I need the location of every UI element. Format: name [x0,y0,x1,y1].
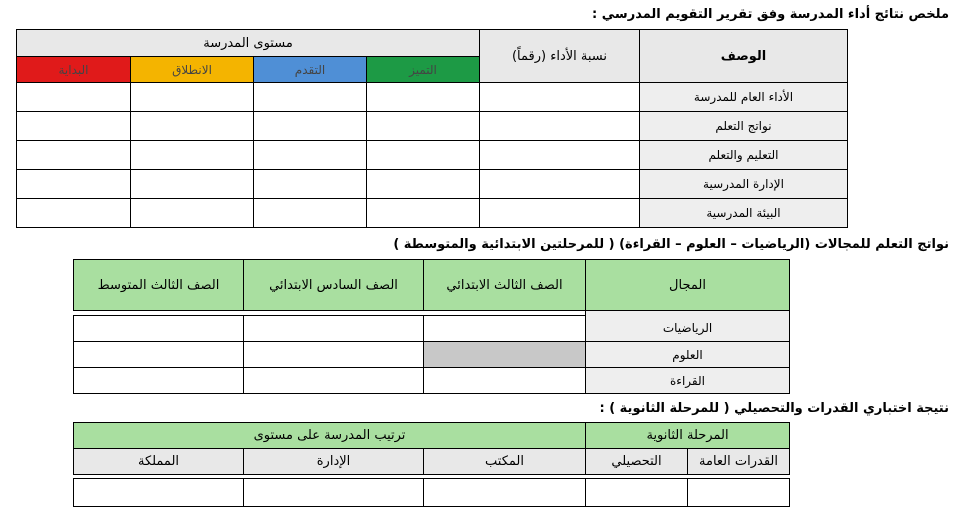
general-aptitude-header: القدرات العامة [688,449,790,475]
domain-header: المجال [586,260,790,311]
row-label: العلوم [586,342,790,368]
result-cell[interactable] [424,479,586,507]
performance-cell[interactable] [480,199,640,228]
performance-cell[interactable] [480,112,640,141]
grade3-intermediate-header: الصف الثالث المتوسط [74,260,244,311]
table-row [17,141,848,170]
administration-header: الإدارة [244,449,424,475]
level-cell[interactable] [367,141,480,170]
level-cell[interactable] [17,199,131,228]
table-row [74,342,790,368]
level-cell[interactable] [131,112,254,141]
result-cell[interactable] [244,479,424,507]
section1-title: ملخص نتائج أداء المدرسة وفق تقرير التقويم المدرسي : [592,7,949,22]
grade-cell[interactable] [424,316,586,342]
grade-cell[interactable] [74,342,244,368]
level-cell[interactable] [17,141,131,170]
grade-cell[interactable] [74,316,244,342]
row-label: الرياضيات [586,316,790,342]
school-level-header: مستوى المدرسة [17,30,480,57]
level-cell[interactable] [254,112,367,141]
section3-title: نتيجة اختباري القدرات والتحصيلي ( للمرحلة الثانوية ) : [599,401,949,416]
grade-cell[interactable] [244,368,424,394]
result-cell[interactable] [688,479,790,507]
level-excellence: التميز [367,57,480,83]
grade-cell[interactable] [424,368,586,394]
table-row [17,199,848,228]
performance-cell[interactable] [480,83,640,112]
level-cell[interactable] [367,112,480,141]
level-cell[interactable] [254,141,367,170]
grade-cell-disabled [424,342,586,368]
performance-header: نسبة الأداء (رقماً) [480,30,640,83]
level-cell[interactable] [17,170,131,199]
table-row [17,112,848,141]
table-row [17,170,848,199]
grade6-primary-header: الصف السادس الابتدائي [244,260,424,311]
level-cell[interactable] [367,83,480,112]
grade-cell[interactable] [244,342,424,368]
result-cell[interactable] [586,479,688,507]
level-cell[interactable] [131,199,254,228]
table-row [74,368,790,394]
table-row [74,316,790,342]
row-label: التعليم والتعلم [640,141,848,170]
row-label: الإدارة المدرسية [640,170,848,199]
level-cell[interactable] [17,83,131,112]
table-row [17,83,848,112]
level-cell[interactable] [131,83,254,112]
school-ranking-header: ترتيب المدرسة على مستوى [74,423,586,449]
grade3-primary-header: الصف الثالث الابتدائي [424,260,586,311]
grade-cell[interactable] [74,368,244,394]
row-label: الأداء العام للمدرسة [640,83,848,112]
level-cell[interactable] [254,199,367,228]
level-beginning: البداية [17,57,131,83]
level-cell[interactable] [17,112,131,141]
level-cell[interactable] [254,83,367,112]
level-cell[interactable] [131,170,254,199]
achievement-header: التحصيلي [586,449,688,475]
row-label: نواتج التعلم [640,112,848,141]
school-performance-table [16,29,848,228]
office-header: المكتب [424,449,586,475]
level-cell[interactable] [254,170,367,199]
aptitude-achievement-table [73,422,790,507]
level-cell[interactable] [367,199,480,228]
level-cell[interactable] [367,170,480,199]
grade-cell[interactable] [244,316,424,342]
level-launch: الانطلاق [131,57,254,83]
section2-title: نواتج التعلم للمجالات (الرياضيات – العلوم – القراءة) ( للمرحلتين الابتدائية والمتوسطة ) [393,237,949,252]
level-cell[interactable] [131,141,254,170]
row-label: القراءة [586,368,790,394]
secondary-stage-header: المرحلة الثانوية [586,423,790,449]
result-cell[interactable] [74,479,244,507]
row-label: البيئة المدرسية [640,199,848,228]
table-row [74,479,790,507]
performance-cell[interactable] [480,141,640,170]
learning-outcomes-table [73,259,790,394]
kingdom-header: المملكة [74,449,244,475]
level-progress: التقدم [254,57,367,83]
description-header: الوصف [640,30,848,83]
performance-cell[interactable] [480,170,640,199]
